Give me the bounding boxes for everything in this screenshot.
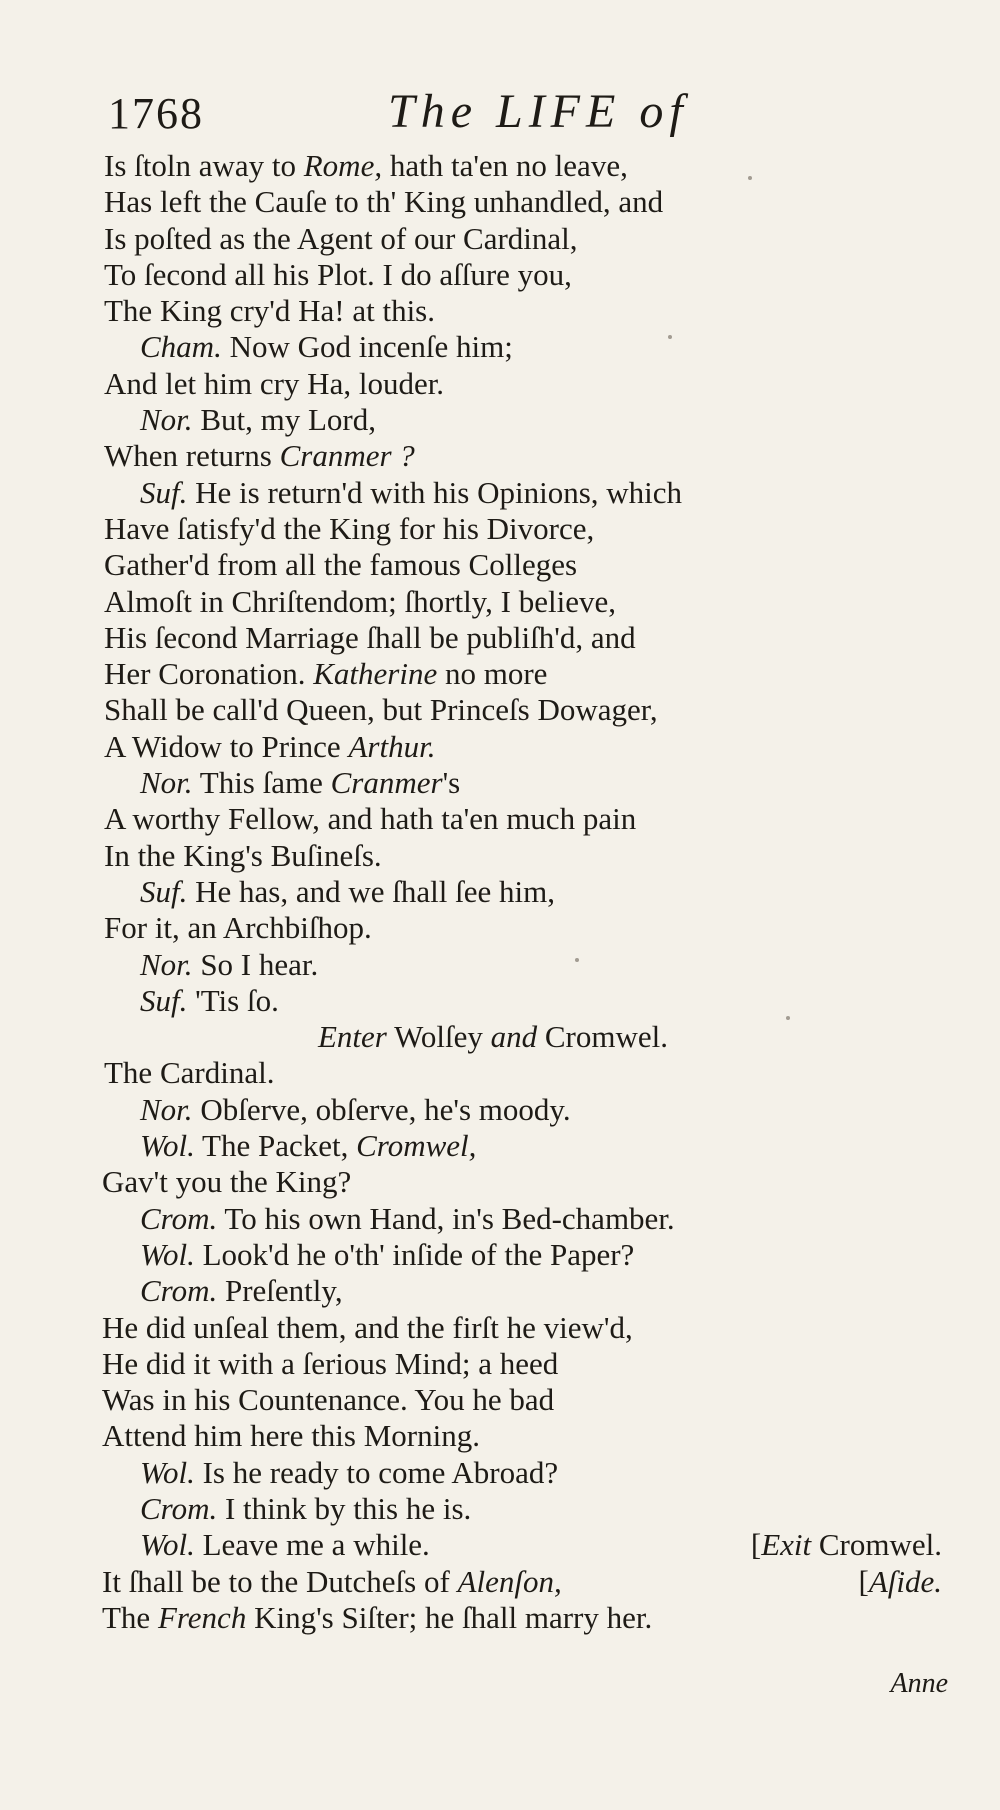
text-line <box>0 293 1000 329</box>
text-line <box>0 511 1000 547</box>
italic-text: Wol. <box>140 1236 195 1272</box>
text-line <box>0 910 1000 946</box>
text-segment: For it, an Archbiſhop. <box>104 910 372 946</box>
text-segment: Is he ready to come Abroad? <box>194 1454 559 1490</box>
text-segment: So I hear. <box>192 946 319 982</box>
text-segment: I think by this he is. <box>217 1490 472 1526</box>
italic-text: Katherine <box>313 656 438 692</box>
text-segment: Gather'd from all the famous Colleges <box>104 547 578 583</box>
text-segment: Cromwel. <box>811 1527 942 1563</box>
ink-speck <box>668 335 672 339</box>
text-line <box>0 1310 1000 1346</box>
text-line <box>0 1491 1000 1527</box>
text-segment: Now God incenſe him; <box>221 329 513 365</box>
italic-text: Crom. <box>140 1490 218 1526</box>
italic-text: Wol. <box>140 1527 195 1563</box>
text-line <box>0 1564 1000 1600</box>
text-segment: Shall be call'd Queen, but Princeſs Dowager, <box>104 692 658 728</box>
stage-direction-note <box>859 1564 943 1600</box>
text-line <box>0 765 1000 801</box>
text-segment: King's Siſter; he ſhall marry her. <box>246 1599 653 1635</box>
text-line <box>0 1055 1000 1091</box>
text-line <box>0 1201 1000 1237</box>
text-segment: But, my Lord, <box>192 402 376 438</box>
text-line <box>0 475 1000 511</box>
text-segment: Cromwel. <box>537 1019 668 1055</box>
text-segment: [ <box>858 1563 869 1599</box>
text-line <box>0 1382 1000 1418</box>
text-line <box>0 1237 1000 1273</box>
page-header <box>0 85 1000 148</box>
text-segment: A worthy Fellow, and hath ta'en much pain <box>104 801 637 837</box>
ink-speck <box>786 1016 790 1020</box>
text-segment: The Packet, <box>194 1128 357 1164</box>
text-line <box>0 1455 1000 1491</box>
text-line <box>0 729 1000 765</box>
italic-text: French <box>157 1599 247 1635</box>
italic-text: Wol. <box>140 1454 195 1490</box>
text-segment: Attend him here this Morning. <box>102 1418 480 1454</box>
text-line <box>0 257 1000 293</box>
italic-text: Suf. <box>140 474 188 510</box>
text-segment: [ <box>750 1527 762 1563</box>
italic-text: Rome, <box>303 148 383 183</box>
text-segment: Wolſey <box>386 1019 491 1055</box>
text-segment: And let him cry Ha, louder. <box>104 365 445 401</box>
italic-text: Cham. <box>140 329 222 365</box>
text-segment: In the King's Buſineſs. <box>104 837 382 873</box>
text-segment: A Widow to Prince <box>104 728 349 764</box>
text-segment: Preſently, <box>217 1273 343 1309</box>
text-segment: Her Coronation. <box>104 656 314 692</box>
text-line <box>0 1527 1000 1563</box>
text-line <box>0 547 1000 583</box>
text-line <box>0 620 1000 656</box>
text-line <box>0 1346 1000 1382</box>
text-line <box>0 584 1000 620</box>
italic-text: Nor. <box>140 946 193 982</box>
text-segment: He did unſeal them, and the firſt he view'd, <box>102 1309 633 1345</box>
text-line <box>0 366 1000 402</box>
italic-text: Aſide. <box>868 1563 942 1599</box>
italic-text: Cranmer <box>330 765 443 801</box>
text-segment: Have ſatisfy'd the King for his Divorce, <box>104 510 595 546</box>
italic-text: Nor. <box>140 402 193 438</box>
text-line <box>0 656 1000 692</box>
text-segment: The King cry'd Ha! at this. <box>104 293 435 329</box>
italic-text: Nor. <box>140 1091 193 1127</box>
text-line <box>0 838 1000 874</box>
text-segment: When returns <box>104 438 280 474</box>
text-line <box>0 1128 1000 1164</box>
italic-text: and <box>490 1019 538 1055</box>
text-line <box>0 692 1000 728</box>
text-segment: This ſame <box>192 765 331 801</box>
ink-speck <box>748 176 752 180</box>
italic-text: Nor. <box>140 765 193 801</box>
text-line <box>0 1600 1000 1636</box>
text-line <box>0 874 1000 910</box>
text-segment: He is return'd with his Opinions, which <box>187 474 683 510</box>
text-segment: 's <box>442 765 461 801</box>
text-segment: Look'd he o'th' inſide of the Paper? <box>194 1236 635 1272</box>
text-segment: Obſerve, obſerve, he's moody. <box>192 1091 571 1127</box>
play-text <box>0 148 1000 1636</box>
text-segment: The <box>102 1599 158 1635</box>
text-segment: To ſecond all his Plot. I do aſſure you, <box>104 256 572 292</box>
italic-text: Cranmer ? <box>279 438 415 474</box>
text-segment: It ſhall be to the Dutcheſs of <box>102 1563 458 1599</box>
text-segment: To his own Hand, in's Bed-chamber. <box>217 1200 675 1236</box>
catchword: Anne <box>890 1668 948 1699</box>
text-segment: no more <box>437 656 548 692</box>
text-line <box>0 1092 1000 1128</box>
text-segment: His ſecond Marriage ſhall be publiſh'd, and <box>104 619 636 655</box>
text-segment: Has left the Cauſe to th' King unhandled, and <box>104 184 664 220</box>
italic-text: Enter <box>318 1019 387 1055</box>
text-segment: Is poſted as the Agent of our Cardinal, <box>104 220 578 256</box>
page-number: 1768 <box>108 89 204 138</box>
text-segment: hath ta'en no leave, <box>382 148 628 183</box>
ink-speck <box>575 958 579 962</box>
text-line <box>0 402 1000 438</box>
stage-direction-note <box>751 1527 942 1563</box>
text-line <box>0 148 1000 184</box>
italic-text: Cromwel, <box>356 1128 477 1164</box>
italic-text: Wol. <box>140 1128 195 1164</box>
italic-text: Suf. <box>140 873 188 909</box>
text-line <box>0 983 1000 1019</box>
text-line <box>0 184 1000 220</box>
italic-text: Exit <box>761 1527 812 1563</box>
text-line <box>0 1164 1000 1200</box>
text-segment: Gav't you the King? <box>102 1164 352 1200</box>
text-segment: The Cardinal. <box>104 1055 275 1091</box>
text-line <box>0 1418 1000 1454</box>
text-line <box>0 1273 1000 1309</box>
italic-text: Arthur. <box>348 728 436 764</box>
italic-text: Crom. <box>140 1273 218 1309</box>
text-segment: Is ſtoln away to <box>104 148 304 183</box>
text-segment: He has, and we ſhall ſee him, <box>187 873 555 909</box>
italic-text: Alenſon, <box>457 1563 562 1599</box>
italic-text: Suf. <box>140 982 188 1018</box>
text-line <box>0 947 1000 983</box>
text-line <box>0 329 1000 365</box>
text-segment: He did it with a ſerious Mind; a heed <box>102 1345 559 1381</box>
text-segment: Leave me a while. <box>194 1527 430 1563</box>
text-line <box>0 438 1000 474</box>
running-title: The LIFE of <box>388 85 689 138</box>
text-line <box>0 221 1000 257</box>
text-line <box>0 801 1000 837</box>
text-segment: Was in his Countenance. You he bad <box>102 1382 555 1418</box>
italic-text: Crom. <box>140 1200 218 1236</box>
text-segment: 'Tis ſo. <box>187 982 279 1018</box>
text-segment: Almoſt in Chriſtendom; ſhortly, I believe, <box>104 583 616 619</box>
text-line <box>0 1019 1000 1055</box>
